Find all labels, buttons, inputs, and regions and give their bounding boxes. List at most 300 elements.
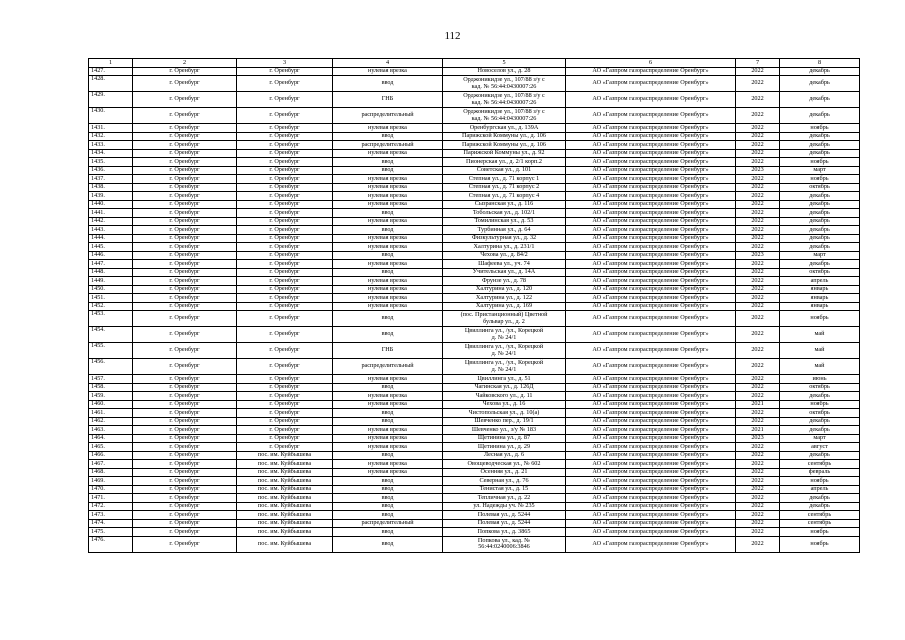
address-line: Халтурина ул., д. 169: [475, 302, 533, 309]
cell-work-type: нулевая врезка: [333, 426, 443, 435]
cell-month: апрель: [780, 277, 860, 286]
address-line: Лесная ул., д. 6: [483, 451, 525, 458]
cell-settlement: г. Оренбург: [237, 434, 333, 443]
address-line: Тенистая ул., д. 15: [479, 485, 529, 492]
cell-organization: АО «Газпром газораспределение Оренбург»: [566, 132, 736, 141]
cell-work-type: ввод: [333, 383, 443, 392]
cell-address: [443, 426, 566, 435]
cell-work-type: ввод: [333, 417, 443, 426]
cell-organization: АО «Газпром газораспределение Оренбург»: [566, 494, 736, 503]
cell-year: 2022: [736, 209, 780, 218]
cell-municipality: г. Оренбург: [133, 141, 237, 150]
cell-municipality: г. Оренбург: [133, 132, 237, 141]
cell-month: декабрь: [780, 234, 860, 243]
cell-work-type: нулевая врезка: [333, 260, 443, 269]
cell-municipality: г. Оренбург: [133, 417, 237, 426]
cell-address: [443, 124, 566, 133]
column-header-8: 8: [780, 59, 860, 68]
cell-settlement: г. Оренбург: [237, 124, 333, 133]
table-row: [89, 327, 860, 343]
cell-address: [443, 200, 566, 209]
cell-year: 2022: [736, 76, 780, 92]
cell-organization: АО «Газпром газораспределение Оренбург»: [566, 477, 736, 486]
cell-settlement: пос. им. Куйбышева: [237, 519, 333, 528]
table-row: [89, 209, 860, 218]
address-line: Томилинская ул., д. 53: [474, 217, 534, 224]
cell-organization: АО «Газпром газораспределение Оренбург»: [566, 392, 736, 401]
cell-work-type: нулевая врезка: [333, 200, 443, 209]
cell-settlement: г. Оренбург: [237, 343, 333, 359]
cell-month: ноябрь: [780, 400, 860, 409]
cell-municipality: г. Оренбург: [133, 494, 237, 503]
cell-municipality: г. Оренбург: [133, 511, 237, 520]
cell-row-number: 1438.: [89, 183, 133, 192]
cell-month: декабрь: [780, 141, 860, 150]
table-row: [89, 375, 860, 384]
address-line: Орджоникидзе ул., 107/88 з/у с: [463, 108, 545, 115]
address-line: д. № 24/1: [491, 365, 517, 373]
cell-year: 2022: [736, 175, 780, 184]
cell-year: 2022: [736, 409, 780, 418]
address-line: кад. № 56:44:0430007:26: [471, 114, 537, 122]
cell-month: ноябрь: [780, 536, 860, 552]
cell-organization: АО «Газпром газораспределение Оренбург»: [566, 200, 736, 209]
cell-settlement: пос. им. Куйбышева: [237, 536, 333, 552]
cell-year: 2022: [736, 124, 780, 133]
table-row: [89, 302, 860, 311]
cell-row-number: 1441.: [89, 209, 133, 218]
cell-organization: АО «Газпром газораспределение Оренбург»: [566, 192, 736, 201]
cell-municipality: г. Оренбург: [133, 392, 237, 401]
cell-municipality: г. Оренбург: [133, 92, 237, 108]
cell-municipality: г. Оренбург: [133, 383, 237, 392]
cell-settlement: г. Оренбург: [237, 285, 333, 294]
cell-municipality: г. Оренбург: [133, 359, 237, 375]
header-row: [89, 59, 860, 68]
cell-year: 2022: [736, 260, 780, 269]
cell-address: [443, 243, 566, 252]
table-row: [89, 277, 860, 286]
table-row: [89, 260, 860, 269]
cell-month: октябрь: [780, 268, 860, 277]
address-line: Шевченко пер., д. 19/1: [474, 417, 534, 424]
table-row: [89, 502, 860, 511]
cell-address: [443, 175, 566, 184]
cell-month: декабрь: [780, 451, 860, 460]
address-line: Чагинская ул., д. 126Д: [474, 383, 534, 390]
cell-year: 2021: [736, 426, 780, 435]
cell-organization: АО «Газпром газораспределение Оренбург»: [566, 92, 736, 108]
cell-row-number: 1473.: [89, 511, 133, 520]
cell-row-number: 1437.: [89, 175, 133, 184]
cell-work-type: ввод: [333, 485, 443, 494]
cell-settlement: г. Оренбург: [237, 392, 333, 401]
cell-municipality: г. Оренбург: [133, 519, 237, 528]
address-line: Орджоникидзе ул., 107/88 з/у с: [463, 92, 545, 99]
cell-address: [443, 260, 566, 269]
cell-address: [443, 108, 566, 124]
cell-year: 2022: [736, 417, 780, 426]
cell-address: [443, 400, 566, 409]
cell-municipality: г. Оренбург: [133, 251, 237, 260]
address-line: Физкультурная ул., д. 32: [471, 234, 537, 241]
address-line: Оренбургская ул., д. 139А: [469, 123, 539, 131]
cell-row-number: 1474.: [89, 519, 133, 528]
table-row: [89, 311, 860, 327]
address-line: Овощеводческая ул., № 602: [467, 459, 541, 467]
cell-organization: АО «Газпром газораспределение Оренбург»: [566, 511, 736, 520]
cell-month: ноябрь: [780, 528, 860, 537]
cell-work-type: ввод: [333, 451, 443, 460]
table-row: [89, 132, 860, 141]
cell-address: [443, 192, 566, 201]
page-number: 112: [444, 30, 461, 42]
table-row: [89, 528, 860, 537]
cell-work-type: нулевая врезка: [333, 302, 443, 311]
address-line: Чайковского ул., д. 11: [475, 391, 533, 399]
cell-row-number: 1445.: [89, 243, 133, 252]
cell-address: [443, 217, 566, 226]
cell-organization: АО «Газпром газораспределение Оренбург»: [566, 426, 736, 435]
cell-month: ноябрь: [780, 477, 860, 486]
cell-month: декабрь: [780, 209, 860, 218]
cell-month: май: [780, 327, 860, 343]
cell-work-type: ввод: [333, 409, 443, 418]
address-line: Пионерская ул., д. 2/1 корп.2: [466, 157, 542, 165]
address-line: Степная ул., д. 71 корпус 4: [468, 191, 540, 199]
cell-settlement: г. Оренбург: [237, 200, 333, 209]
cell-row-number: 1427.: [89, 67, 133, 76]
address-line: Полевая ул., д. 5244: [477, 519, 531, 526]
cell-municipality: г. Оренбург: [133, 468, 237, 477]
cell-municipality: г. Оренбург: [133, 451, 237, 460]
cell-address: [443, 359, 566, 375]
cell-work-type: ввод: [333, 132, 443, 141]
column-header-1: 1: [89, 59, 133, 68]
cell-year: 2022: [736, 132, 780, 141]
cell-municipality: г. Оренбург: [133, 209, 237, 218]
cell-organization: АО «Газпром газораспределение Оренбург»: [566, 108, 736, 124]
cell-organization: АО «Газпром газораспределение Оренбург»: [566, 175, 736, 184]
column-header-2: 2: [133, 59, 237, 68]
cell-year: 2022: [736, 277, 780, 286]
cell-municipality: г. Оренбург: [133, 158, 237, 167]
cell-month: март: [780, 166, 860, 175]
address-line: Чистопольская ул., д. 10(а): [468, 408, 540, 416]
table-row: [89, 268, 860, 277]
cell-organization: АО «Газпром газораспределение Оренбург»: [566, 183, 736, 192]
cell-address: [443, 375, 566, 384]
cell-year: 2022: [736, 294, 780, 303]
cell-settlement: г. Оренбург: [237, 400, 333, 409]
table-row: [89, 383, 860, 392]
cell-settlement: г. Оренбург: [237, 251, 333, 260]
address-line: кад. № 56:44:0430007:26: [471, 98, 537, 106]
cell-address: [443, 234, 566, 243]
table-row: [89, 192, 860, 201]
cell-work-type: нулевая врезка: [333, 175, 443, 184]
cell-work-type: нулевая врезка: [333, 443, 443, 452]
cell-month: ноябрь: [780, 124, 860, 133]
cell-year: 2022: [736, 477, 780, 486]
cell-work-type: ввод: [333, 528, 443, 537]
column-header-5: 5: [443, 59, 566, 68]
cell-year: 2022: [736, 92, 780, 108]
cell-address: [443, 460, 566, 469]
cell-year: 2022: [736, 108, 780, 124]
cell-settlement: г. Оренбург: [237, 166, 333, 175]
cell-municipality: г. Оренбург: [133, 343, 237, 359]
cell-municipality: г. Оренбург: [133, 327, 237, 343]
cell-address: [443, 277, 566, 286]
cell-work-type: ввод: [333, 494, 443, 503]
cell-row-number: 1429.: [89, 92, 133, 108]
cell-work-type: ввод: [333, 311, 443, 327]
cell-organization: АО «Газпром газораспределение Оренбург»: [566, 383, 736, 392]
address-line: Щетинина ул., д. 87: [477, 434, 531, 441]
cell-organization: АО «Газпром газораспределение Оренбург»: [566, 302, 736, 311]
gasification-table: [88, 58, 860, 553]
cell-month: ноябрь: [780, 175, 860, 184]
cell-municipality: г. Оренбург: [133, 477, 237, 486]
table-row: [89, 359, 860, 375]
cell-organization: АО «Газпром газораспределение Оренбург»: [566, 417, 736, 426]
cell-year: 2022: [736, 392, 780, 401]
cell-address: [443, 451, 566, 460]
address-line: (пос. Пристанционный) Цветной: [460, 311, 548, 318]
cell-settlement: г. Оренбург: [237, 234, 333, 243]
table-row: [89, 400, 860, 409]
cell-year: 2022: [736, 460, 780, 469]
cell-organization: АО «Газпром газораспределение Оренбург»: [566, 234, 736, 243]
cell-row-number: 1467.: [89, 460, 133, 469]
cell-municipality: г. Оренбург: [133, 311, 237, 327]
address-line: Цвиллинга ул., /ул., Корецкой: [464, 343, 544, 350]
cell-organization: АО «Газпром газораспределение Оренбург»: [566, 485, 736, 494]
table-row: [89, 477, 860, 486]
cell-organization: АО «Газпром газораспределение Оренбург»: [566, 375, 736, 384]
cell-settlement: г. Оренбург: [237, 443, 333, 452]
cell-organization: АО «Газпром газораспределение Оренбург»: [566, 434, 736, 443]
cell-row-number: 1432.: [89, 132, 133, 141]
table-row: [89, 468, 860, 477]
column-header-3: 3: [237, 59, 333, 68]
cell-month: август: [780, 443, 860, 452]
table-row: [89, 511, 860, 520]
cell-year: 2023: [736, 434, 780, 443]
cell-row-number: 1468.: [89, 468, 133, 477]
table-row: [89, 226, 860, 235]
cell-municipality: г. Оренбург: [133, 400, 237, 409]
cell-month: декабрь: [780, 494, 860, 503]
cell-municipality: г. Оренбург: [133, 502, 237, 511]
cell-year: 2022: [736, 359, 780, 375]
cell-municipality: г. Оренбург: [133, 528, 237, 537]
cell-month: март: [780, 251, 860, 260]
cell-year: 2022: [736, 451, 780, 460]
cell-address: [443, 251, 566, 260]
address-line: Цвиллинга ул., /ул., Корецкой: [464, 359, 544, 366]
cell-address: [443, 285, 566, 294]
cell-year: 2022: [736, 494, 780, 503]
cell-month: декабрь: [780, 392, 860, 401]
cell-settlement: г. Оренбург: [237, 217, 333, 226]
cell-settlement: г. Оренбург: [237, 302, 333, 311]
cell-address: [443, 392, 566, 401]
cell-year: 2022: [736, 192, 780, 201]
cell-organization: АО «Газпром газораспределение Оренбург»: [566, 141, 736, 150]
cell-settlement: пос. им. Куйбышева: [237, 494, 333, 503]
cell-year: 2022: [736, 502, 780, 511]
cell-row-number: 1446.: [89, 251, 133, 260]
cell-year: 2022: [736, 226, 780, 235]
address-line: 56:44:0240006:3846: [478, 543, 530, 550]
cell-work-type: ввод: [333, 268, 443, 277]
cell-year: 2022: [736, 243, 780, 252]
cell-month: февраль: [780, 468, 860, 477]
address-line: Щетинина ул., д. 29: [477, 442, 531, 450]
cell-year: 2022: [736, 511, 780, 520]
cell-row-number: 1431.: [89, 124, 133, 133]
cell-address: [443, 434, 566, 443]
cell-row-number: 1464.: [89, 434, 133, 443]
table-row: [89, 494, 860, 503]
cell-month: декабрь: [780, 92, 860, 108]
cell-municipality: г. Оренбург: [133, 460, 237, 469]
cell-address: [443, 149, 566, 158]
table-row: [89, 409, 860, 418]
cell-settlement: пос. им. Куйбышева: [237, 477, 333, 486]
cell-month: декабрь: [780, 417, 860, 426]
cell-work-type: ввод: [333, 209, 443, 218]
cell-municipality: г. Оренбург: [133, 302, 237, 311]
cell-organization: АО «Газпром газораспределение Оренбург»: [566, 277, 736, 286]
address-line: кад. № 56:44:0430007:26: [471, 82, 537, 90]
cell-organization: АО «Газпром газораспределение Оренбург»: [566, 124, 736, 133]
cell-settlement: г. Оренбург: [237, 417, 333, 426]
cell-year: 2021: [736, 400, 780, 409]
cell-month: сентябрь: [780, 511, 860, 520]
cell-month: декабрь: [780, 132, 860, 141]
table-row: [89, 141, 860, 150]
cell-organization: АО «Газпром газораспределение Оренбург»: [566, 536, 736, 552]
address-line: д. № 24/1: [491, 333, 517, 341]
cell-organization: АО «Газпром газораспределение Оренбург»: [566, 519, 736, 528]
cell-month: декабрь: [780, 502, 860, 511]
cell-address: [443, 183, 566, 192]
cell-municipality: г. Оренбург: [133, 485, 237, 494]
cell-work-type: ввод: [333, 536, 443, 552]
address-line: Попкова ул., д. 3865: [477, 527, 531, 535]
table-row: [89, 243, 860, 252]
cell-settlement: г. Оренбург: [237, 209, 333, 218]
cell-work-type: нулевая врезка: [333, 392, 443, 401]
table-row: [89, 443, 860, 452]
cell-row-number: 1459.: [89, 392, 133, 401]
address-line: Парижской Коммуны ул., д. 92: [463, 149, 545, 156]
cell-municipality: г. Оренбург: [133, 434, 237, 443]
table-row: [89, 234, 860, 243]
cell-settlement: г. Оренбург: [237, 359, 333, 375]
cell-settlement: пос. им. Куйбышева: [237, 485, 333, 494]
cell-address: [443, 528, 566, 537]
cell-municipality: г. Оренбург: [133, 443, 237, 452]
cell-row-number: 1439.: [89, 192, 133, 201]
cell-month: декабрь: [780, 426, 860, 435]
table-body: [89, 67, 860, 552]
cell-address: [443, 477, 566, 486]
cell-address: [443, 132, 566, 141]
cell-municipality: г. Оренбург: [133, 166, 237, 175]
cell-organization: АО «Газпром газораспределение Оренбург»: [566, 294, 736, 303]
cell-work-type: нулевая врезка: [333, 400, 443, 409]
cell-municipality: г. Оренбург: [133, 183, 237, 192]
cell-work-type: нулевая врезка: [333, 192, 443, 201]
cell-year: 2022: [736, 383, 780, 392]
cell-row-number: 1462.: [89, 417, 133, 426]
cell-row-number: 1472.: [89, 502, 133, 511]
cell-municipality: г. Оренбург: [133, 268, 237, 277]
cell-row-number: 1476.: [89, 536, 133, 552]
cell-organization: АО «Газпром газораспределение Оренбург»: [566, 285, 736, 294]
cell-address: [443, 92, 566, 108]
cell-year: 2022: [736, 485, 780, 494]
table-row: [89, 460, 860, 469]
cell-settlement: пос. им. Куйбышева: [237, 451, 333, 460]
table-row: [89, 485, 860, 494]
cell-municipality: г. Оренбург: [133, 277, 237, 286]
cell-address: [443, 166, 566, 175]
address-line: Парижской Коммуны ул., д. 106: [462, 140, 546, 148]
cell-work-type: нулевая врезка: [333, 460, 443, 469]
cell-organization: АО «Газпром газораспределение Оренбург»: [566, 243, 736, 252]
cell-row-number: 1428.: [89, 76, 133, 92]
cell-work-type: нулевая врезка: [333, 243, 443, 252]
address-line: бульвар ул., д. 2: [483, 317, 525, 325]
cell-organization: АО «Газпром газораспределение Оренбург»: [566, 76, 736, 92]
cell-work-type: нулевая врезка: [333, 434, 443, 443]
cell-address: [443, 502, 566, 511]
cell-address: [443, 67, 566, 76]
cell-row-number: 1447.: [89, 260, 133, 269]
cell-settlement: г. Оренбург: [237, 175, 333, 184]
cell-work-type: нулевая врезка: [333, 294, 443, 303]
cell-month: май: [780, 359, 860, 375]
cell-organization: АО «Газпром газораспределение Оренбург»: [566, 451, 736, 460]
cell-work-type: ввод: [333, 502, 443, 511]
cell-row-number: 1434.: [89, 149, 133, 158]
cell-organization: АО «Газпром газораспределение Оренбург»: [566, 311, 736, 327]
cell-settlement: г. Оренбург: [237, 226, 333, 235]
cell-address: [443, 268, 566, 277]
table-row: [89, 149, 860, 158]
cell-work-type: ввод: [333, 166, 443, 175]
cell-work-type: нулевая врезка: [333, 149, 443, 158]
cell-work-type: ввод: [333, 226, 443, 235]
cell-settlement: г. Оренбург: [237, 277, 333, 286]
cell-municipality: г. Оренбург: [133, 243, 237, 252]
cell-address: [443, 209, 566, 218]
column-header-6: 6: [566, 59, 736, 68]
cell-settlement: г. Оренбург: [237, 311, 333, 327]
table-row: [89, 76, 860, 92]
cell-work-type: нулевая врезка: [333, 124, 443, 133]
cell-address: [443, 383, 566, 392]
cell-year: 2022: [736, 528, 780, 537]
table-row: [89, 108, 860, 124]
cell-settlement: г. Оренбург: [237, 260, 333, 269]
cell-year: 2022: [736, 468, 780, 477]
